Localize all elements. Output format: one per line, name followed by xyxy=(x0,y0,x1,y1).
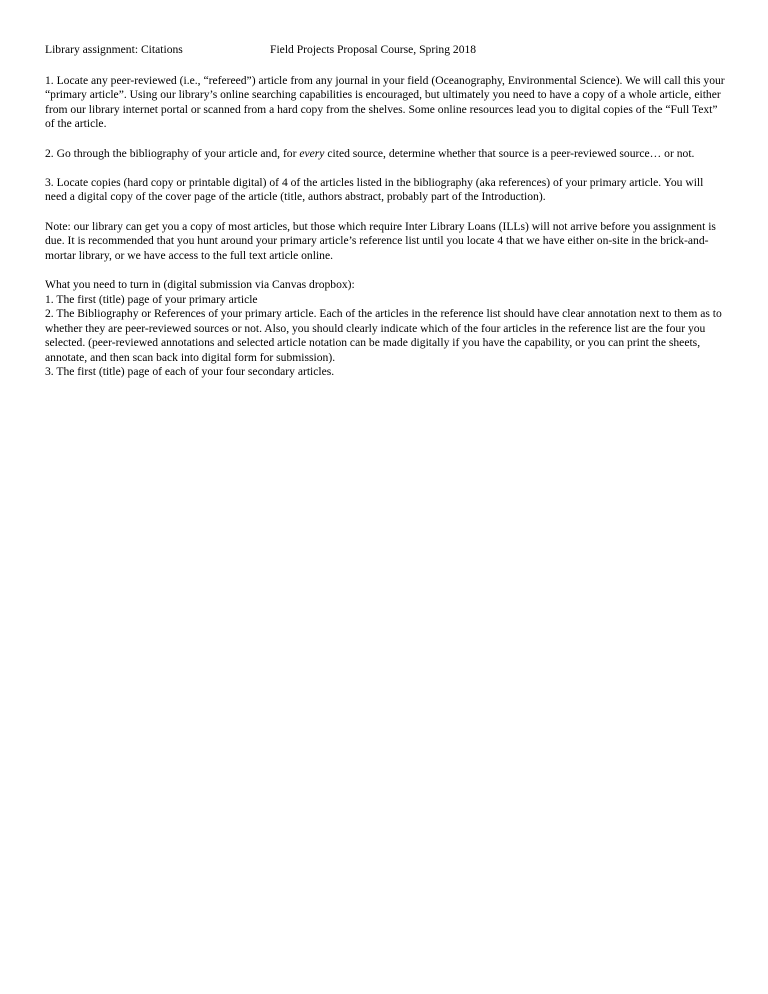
spacer xyxy=(45,205,725,220)
spacer xyxy=(45,263,725,278)
assignment-title: Library assignment: Citations xyxy=(45,43,183,56)
note-paragraph: Note: our library can get you a copy of most articles, but those which require Inter Library Loans (ILLs) will not arrive before you assignment is due. It is recommended that you hunt around your primary article’s reference list until you locate 4 that we have either on-site in the brick-and-mortar library, or we have access to the full text article online. xyxy=(45,219,716,262)
step-2-paragraph xyxy=(45,147,725,162)
course-title: Field Projects Proposal Course, Spring 2018 xyxy=(270,43,477,56)
step-3-paragraph: 3. Locate copies (hard copy or printable digital) of 4 of the articles listed in the bibliography (aka references) of your primary article. You will need a digital copy of the cover page of the article (title, authors abstract, probably part of the Introduction). xyxy=(45,175,704,204)
turn-in-item-2: 2. The Bibliography or References of your primary article. Each of the articles in the reference list should have clear annotation next to them as to whether they are peer-reviewed sources or not. Also, you should clearly indicate which of the four articles in the reference list are the four you selected. (peer-reviewed annotations and selected article notation can be made digitally if you have the capability, or you can print the sheets, annotate, and then scan back into digital form for submission). xyxy=(45,307,722,364)
step-1-paragraph: 1. Locate any peer-reviewed (i.e., “refereed”) article from any journal in your field (Oceanography, Environmental Science). We will call this your “primary article”. Using our library’s online searching capabilities is encouraged, but ultimately you need to have a copy of a whole article, either from our library internet portal or scanned from a hard copy from the shelves. Some online resources lead you to digital copies of the “Full Text” of the article. xyxy=(45,73,725,131)
turn-in-item-3: 3. The first (title) page of each of your four secondary articles. xyxy=(45,365,335,379)
step-2-text-end: cited source, determine whether that source is a peer-reviewed source… or not. xyxy=(324,146,695,160)
spacer xyxy=(45,161,725,176)
step-2-text-start: 2. Go through the bibliography of your article and, for xyxy=(45,146,300,160)
document-body xyxy=(45,43,725,380)
spacer xyxy=(45,58,725,74)
turn-in-heading: What you need to turn in (digital submission via Canvas dropbox): xyxy=(45,277,355,291)
page-header xyxy=(45,43,725,58)
step-2-emphasis: every xyxy=(299,146,325,160)
spacer xyxy=(45,132,725,147)
turn-in-item-1: 1. The first (title) page of your primary article xyxy=(45,292,258,306)
